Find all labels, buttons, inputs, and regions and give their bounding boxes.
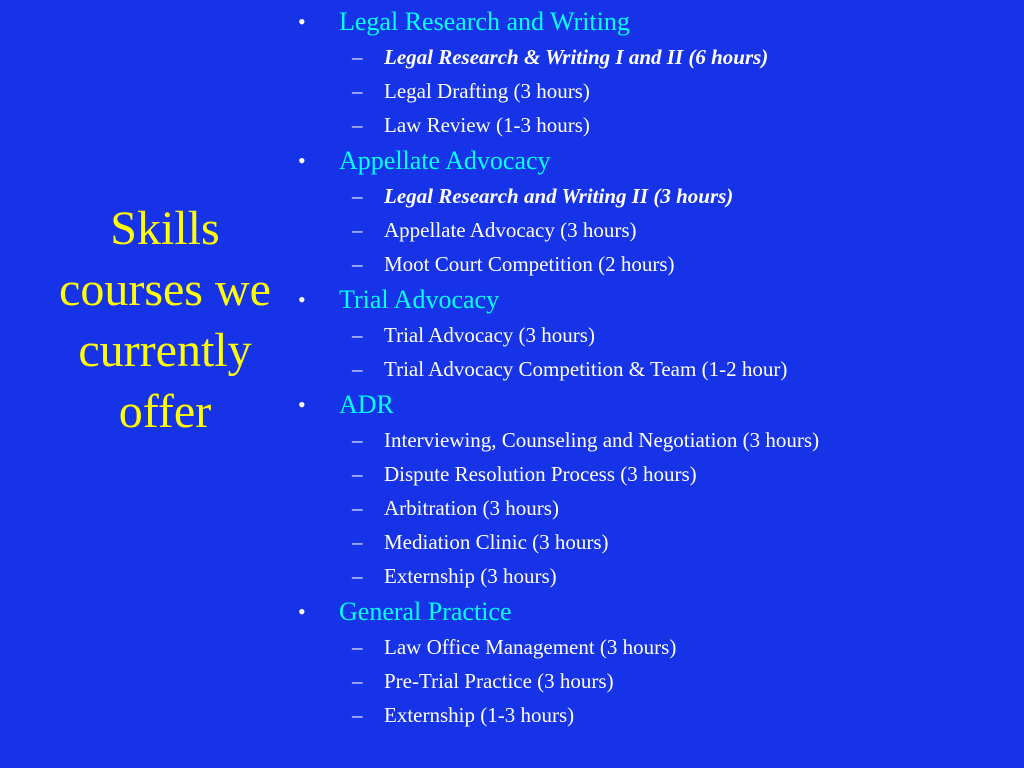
- bullet-icon: •: [298, 392, 306, 417]
- course-item: – Law Office Management (3 hours): [298, 630, 1018, 664]
- bullet-icon: •: [298, 9, 306, 34]
- course-item: – Appellate Advocacy (3 hours): [298, 213, 1018, 247]
- dash-icon: –: [352, 184, 363, 208]
- dash-icon: –: [352, 462, 363, 486]
- dash-icon: –: [352, 635, 363, 659]
- section-general-practice: [298, 593, 1018, 732]
- dash-icon: –: [352, 703, 363, 727]
- section-trial-advocacy: [298, 281, 1018, 386]
- section-heading: • Trial Advocacy: [298, 281, 1018, 318]
- section-heading: • General Practice: [298, 593, 1018, 630]
- course-item: – Mediation Clinic (3 hours): [298, 525, 1018, 559]
- dash-icon: –: [352, 428, 363, 452]
- course-item: – Legal Research and Writing II (3 hours): [298, 179, 1018, 213]
- course-list: [298, 3, 1018, 732]
- course-item: – Interviewing, Counseling and Negotiation (3 hours): [298, 423, 1018, 457]
- title-line: Skills: [110, 202, 220, 255]
- course-item: – Externship (3 hours): [298, 559, 1018, 593]
- course-item: – Law Review (1-3 hours): [298, 108, 1018, 142]
- course-item: – Moot Court Competition (2 hours): [298, 247, 1018, 281]
- section-legal-research: [298, 3, 1018, 142]
- section-heading: • ADR: [298, 386, 1018, 423]
- bullet-icon: •: [298, 287, 306, 312]
- course-item: – Legal Research & Writing I and II (6 hours): [298, 40, 1018, 74]
- dash-icon: –: [352, 323, 363, 347]
- course-item: – Trial Advocacy Competition & Team (1-2 hour): [298, 352, 1018, 386]
- title-line: courses we: [59, 263, 271, 316]
- dash-icon: –: [352, 496, 363, 520]
- course-item: – Dispute Resolution Process (3 hours): [298, 457, 1018, 491]
- course-item: – Legal Drafting (3 hours): [298, 74, 1018, 108]
- course-item: – Arbitration (3 hours): [298, 491, 1018, 525]
- title-line: currently: [78, 324, 252, 377]
- bullet-icon: •: [298, 148, 306, 173]
- dash-icon: –: [352, 669, 363, 693]
- title-line: offer: [118, 385, 212, 438]
- section-appellate-advocacy: [298, 142, 1018, 281]
- section-heading: • Legal Research and Writing: [298, 3, 1018, 40]
- course-item: – Externship (1-3 hours): [298, 698, 1018, 732]
- bullet-icon: •: [298, 599, 306, 624]
- dash-icon: –: [352, 79, 363, 103]
- dash-icon: –: [352, 530, 363, 554]
- section-adr: [298, 386, 1018, 593]
- dash-icon: –: [352, 113, 363, 137]
- dash-icon: –: [352, 218, 363, 242]
- slide-title: [40, 198, 290, 442]
- dash-icon: –: [352, 252, 363, 276]
- dash-icon: –: [352, 45, 363, 69]
- dash-icon: –: [352, 357, 363, 381]
- dash-icon: –: [352, 564, 363, 588]
- course-item: – Pre-Trial Practice (3 hours): [298, 664, 1018, 698]
- section-heading: • Appellate Advocacy: [298, 142, 1018, 179]
- course-item: – Trial Advocacy (3 hours): [298, 318, 1018, 352]
